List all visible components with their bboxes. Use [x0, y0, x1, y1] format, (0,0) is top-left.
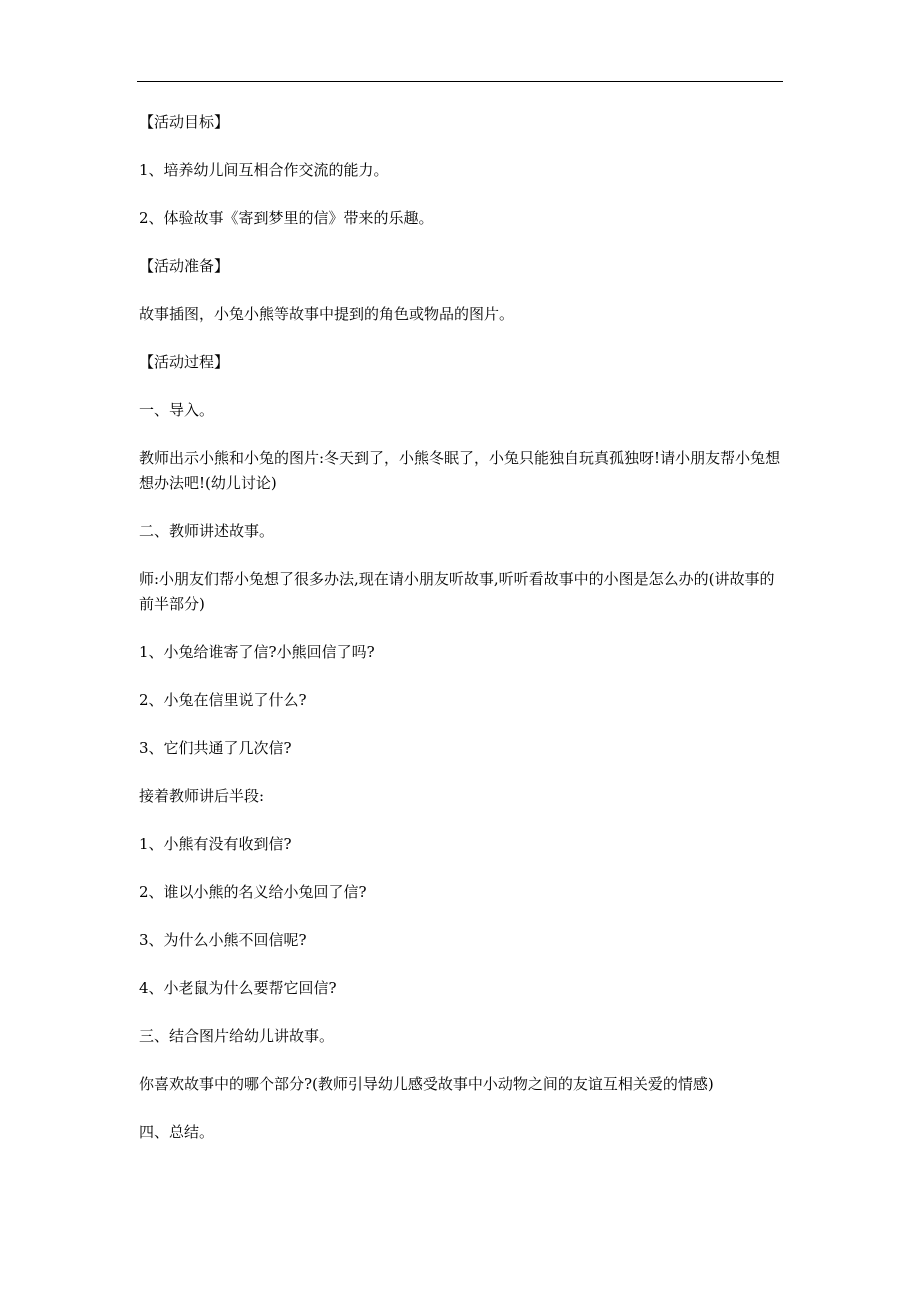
list-item: 3、它们共通了几次信?	[139, 739, 292, 757]
list-item: 1、小熊有没有收到信?	[139, 835, 292, 853]
header-rule	[137, 81, 783, 82]
step-heading: 四、总结。	[139, 1123, 215, 1141]
list-item: 2、谁以小熊的名义给小兔回了信?	[139, 883, 367, 901]
list-item: 2、小兔在信里说了什么?	[139, 691, 307, 709]
body-paragraph: 故事插图，小兔小熊等故事中提到的角色或物品的图片。	[139, 305, 515, 323]
list-item: 1、培养幼儿间互相合作交流的能力。	[139, 161, 389, 179]
list-item: 3、为什么小熊不回信呢?	[139, 931, 307, 949]
step-heading: 三、结合图片给幼儿讲故事。	[139, 1027, 335, 1045]
body-paragraph: 接着教师讲后半段:	[139, 787, 265, 805]
document-body	[139, 110, 783, 1168]
body-paragraph: 师:小朋友们帮小兔想了很多办法,现在请小朋友听故事,听听看故事中的小图是怎么办的(讲故事的前半部分)	[139, 570, 775, 613]
section-heading-preparation: 【活动准备】	[139, 257, 230, 275]
list-item: 4、小老鼠为什么要帮它回信?	[139, 979, 337, 997]
body-paragraph: 你喜欢故事中的哪个部分?(教师引导幼儿感受故事中小动物之间的友谊互相关爱的情感)	[139, 1075, 714, 1093]
step-heading: 二、教师讲述故事。	[139, 522, 275, 540]
step-heading: 一、导入。	[139, 401, 215, 419]
list-item: 2、体验故事《寄到梦里的信》带来的乐趣。	[139, 209, 434, 227]
section-heading-process: 【活动过程】	[139, 353, 230, 371]
body-paragraph: 教师出示小熊和小兔的图片:冬天到了，小熊冬眠了，小兔只能独自玩真孤独呀!请小朋友帮小兔想想办法吧!(幼儿讨论)	[139, 449, 781, 492]
list-item: 1、小兔给谁寄了信?小熊回信了吗?	[139, 643, 375, 661]
section-heading-objectives: 【活动目标】	[139, 113, 230, 131]
